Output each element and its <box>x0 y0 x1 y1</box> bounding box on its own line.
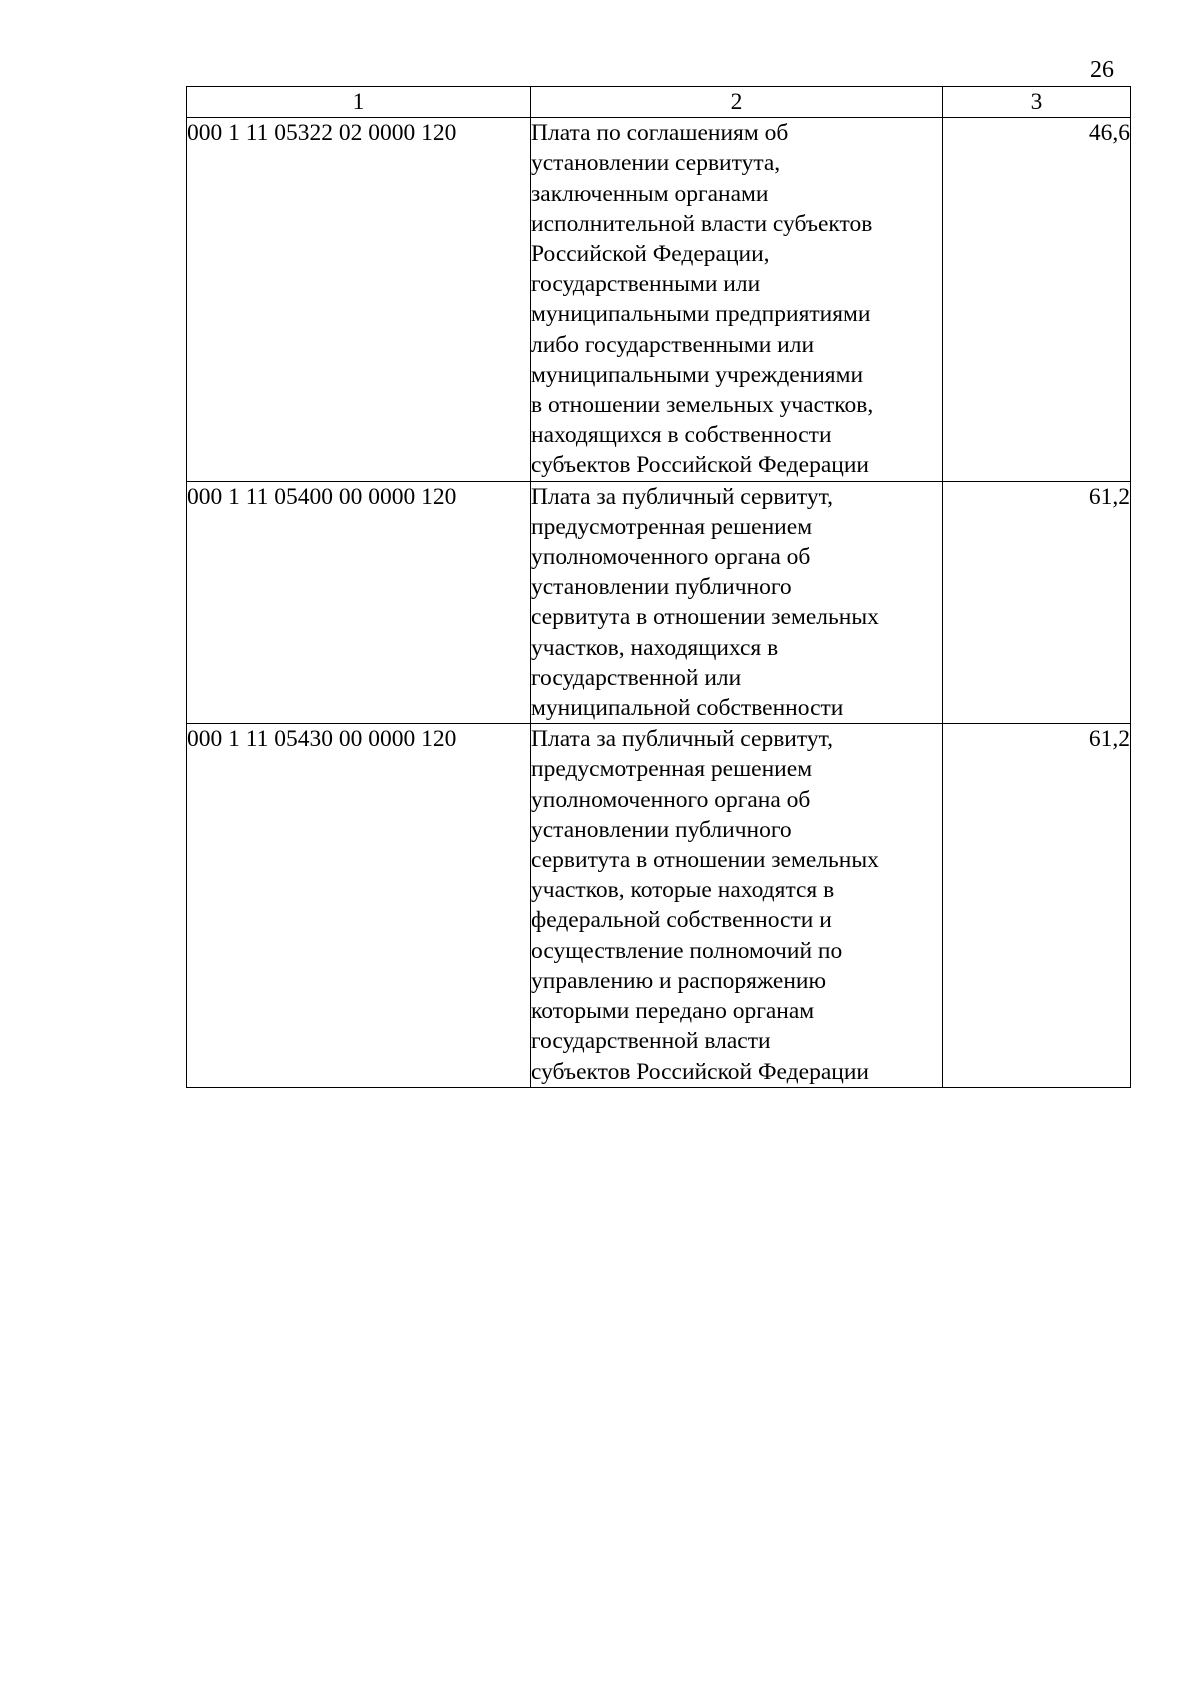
amount-value: 61,2 <box>943 481 1131 724</box>
page-number: 26 <box>1090 57 1114 83</box>
table-body <box>187 118 1131 1088</box>
description-line: государственной власти <box>531 1028 771 1055</box>
description-line: муниципальной собственности <box>531 695 844 722</box>
description-line: Плата за публичный сервитут, <box>531 483 833 510</box>
table-row <box>187 724 1131 1087</box>
description-line: исполнительной власти субъектов <box>531 210 873 237</box>
revenue-description <box>531 724 943 1087</box>
description-line: участков, находящихся в <box>531 634 779 661</box>
description-line: установлении публичного <box>531 816 792 843</box>
description-line: которыми передано органам <box>531 998 815 1025</box>
revenue-description <box>531 118 943 481</box>
amount-value: 46,6 <box>943 118 1131 481</box>
budget-classification-code: 000 1 11 05322 02 0000 120 <box>187 118 531 481</box>
description-line: заключенным органами <box>531 180 769 207</box>
budget-classification-code: 000 1 11 05430 00 0000 120 <box>187 724 531 1087</box>
description-line: Плата за публичный сервитут, <box>531 726 833 753</box>
description-line: федеральной собственности и <box>531 907 832 934</box>
column-header-3: 3 <box>943 87 1131 118</box>
table-row <box>187 118 1131 481</box>
description-line: в отношении земельных участков, <box>531 392 874 419</box>
amount-value: 61,2 <box>943 724 1131 1087</box>
description-line: Плата по соглашениям об <box>531 120 789 147</box>
description-line: либо государственными или <box>531 331 815 358</box>
description-line: осуществление полномочий по <box>531 937 843 964</box>
description-line: сервитута в отношении земельных <box>531 604 879 631</box>
description-line: установлении публичного <box>531 574 792 601</box>
table-header-row <box>187 87 1131 118</box>
description-line: уполномоченного органа об <box>531 786 811 813</box>
budget-revenue-table <box>186 86 1131 1088</box>
description-line: субъектов Российской Федерации <box>531 452 869 479</box>
description-line: государственной или <box>531 664 742 691</box>
description-line: участков, которые находятся в <box>531 877 835 904</box>
table-row <box>187 481 1131 724</box>
description-line: сервитута в отношении земельных <box>531 847 879 874</box>
column-header-2: 2 <box>531 87 943 118</box>
revenue-description <box>531 481 943 724</box>
description-line: Российской Федерации, <box>531 241 770 268</box>
description-line: установлении сервитута, <box>531 150 781 177</box>
column-header-1: 1 <box>187 87 531 118</box>
description-line: муниципальными учреждениями <box>531 361 864 388</box>
description-line: находящихся в собственности <box>531 422 832 449</box>
description-line: управлению и распоряжению <box>531 967 827 994</box>
description-line: муниципальными предприятиями <box>531 301 871 328</box>
description-line: уполномоченного органа об <box>531 544 811 571</box>
description-line: предусмотренная решением <box>531 756 813 783</box>
description-line: субъектов Российской Федерации <box>531 1058 869 1085</box>
budget-classification-code: 000 1 11 05400 00 0000 120 <box>187 481 531 724</box>
description-line: государственными или <box>531 271 761 298</box>
description-line: предусмотренная решением <box>531 513 813 540</box>
